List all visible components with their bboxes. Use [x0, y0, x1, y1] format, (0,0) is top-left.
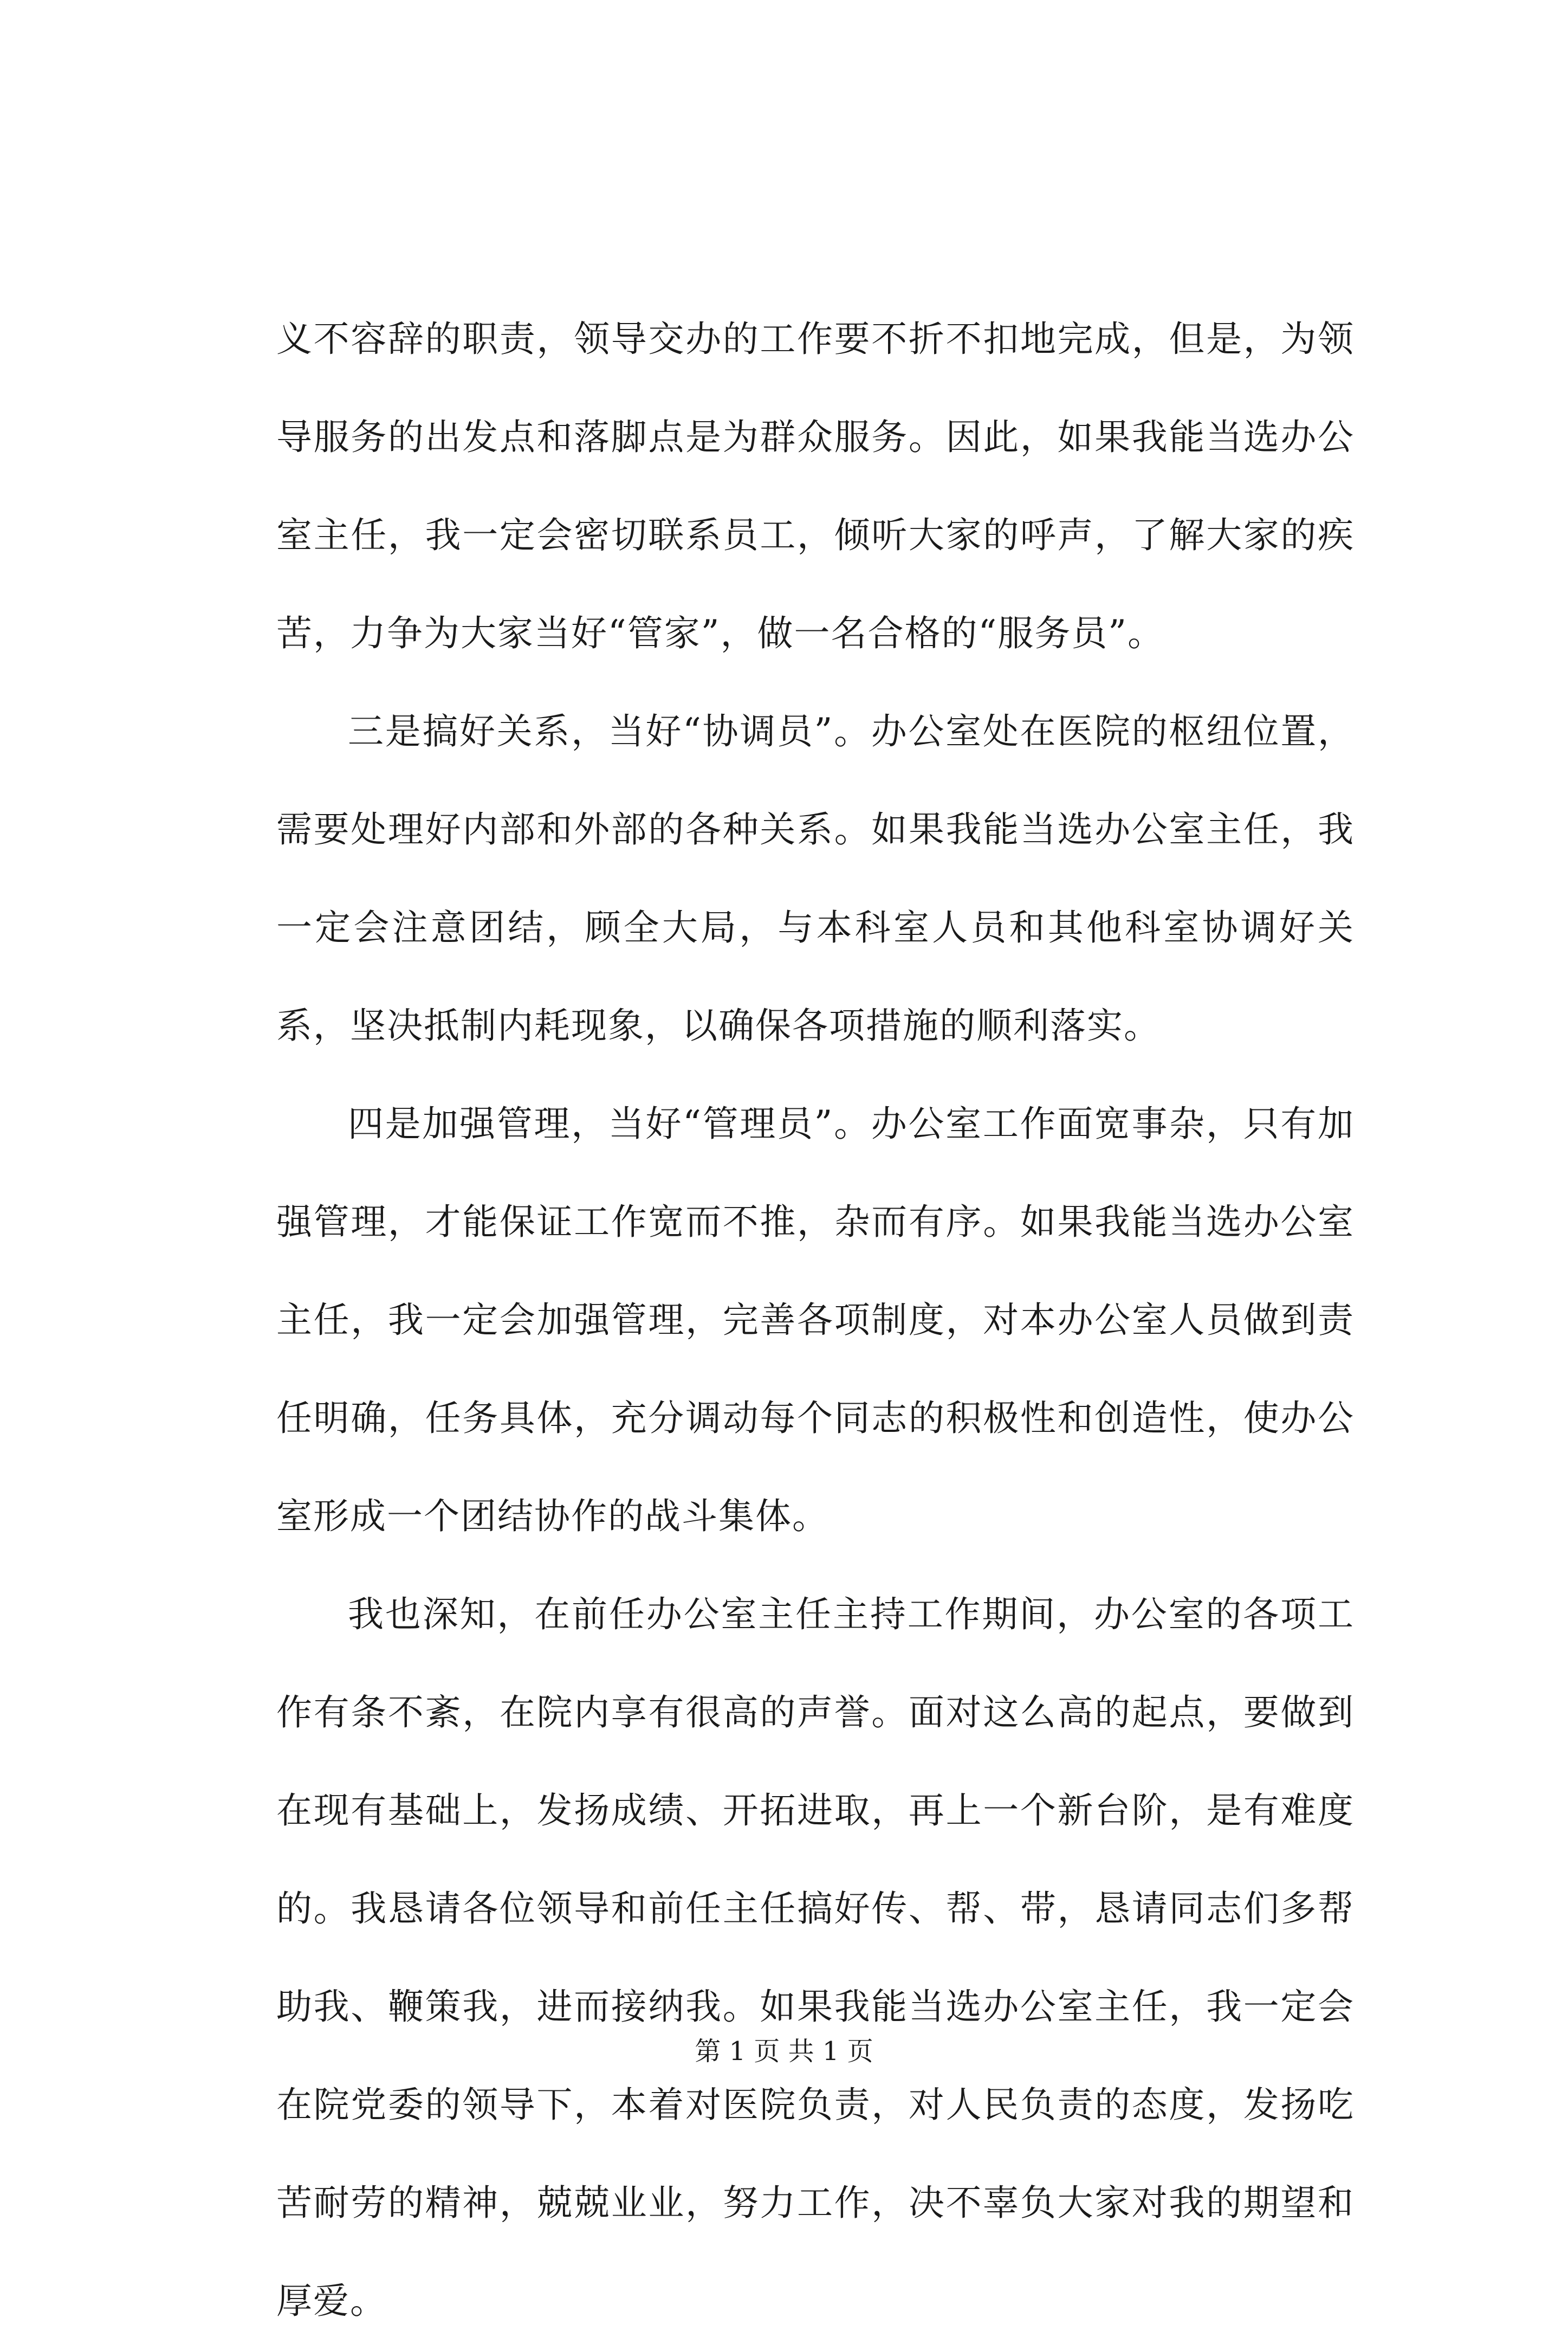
paragraph-1: 义不容辞的职责，领导交办的工作要不折不扣地完成，但是，为领导服务的出发点和落脚点是为群众服务。因此，如果我能当选办公室主任，我一定会密切联系员工，倾听大家的呼声，了解大家的疾苦，力争为大家当好“管家”，做一名合格的“服务员”。 [276, 318, 1355, 654]
paragraph-3: 四是加强管理，当好“管理员”。办公室工作面宽事杂，只有加强管理，才能保证工作宽而不推，杂而有序。如果我能当选办公室主任，我一定会加强管理，完善各项制度，对本办公室人员做到责任明确，任务具体，充分调动每个同志的积极性和创造性，使办公室形成一个团结协作的战斗集体。 [276, 1103, 1355, 1537]
paragraph-4: 我也深知，在前任办公室主任主持工作期间，办公室的各项工作有条不紊，在院内享有很高的声誉。面对这么高的起点，要做到在现有基础上，发扬成绩、开拓进取，再上一个新台阶，是有难度的。我恳请各位领导和前任主任搞好传、帮、带，恳请同志们多帮助我、鞭策我，进而接纳我。如果我能当选办公室主任，我一定会在院党委的领导下，本着对医院负责，对人民负责的态度，发扬吃苦耐劳的精神，兢兢业业，努力工作，决不辜负大家对我的期望和厚爱。 [276, 1593, 1355, 2322]
page-footer: 第 1 页 共 1 页 [695, 2036, 873, 2067]
paragraph-2: 三是搞好关系，当好“协调员”。办公室处在医院的枢纽位置，需要处理好内部和外部的各种关系。如果我能当选办公室主任，我一定会注意团结，顾全大局，与本科室人员和其他科室协调好关系，坚决抵制内耗现象，以确保各项措施的顺利落实。 [276, 711, 1355, 1047]
